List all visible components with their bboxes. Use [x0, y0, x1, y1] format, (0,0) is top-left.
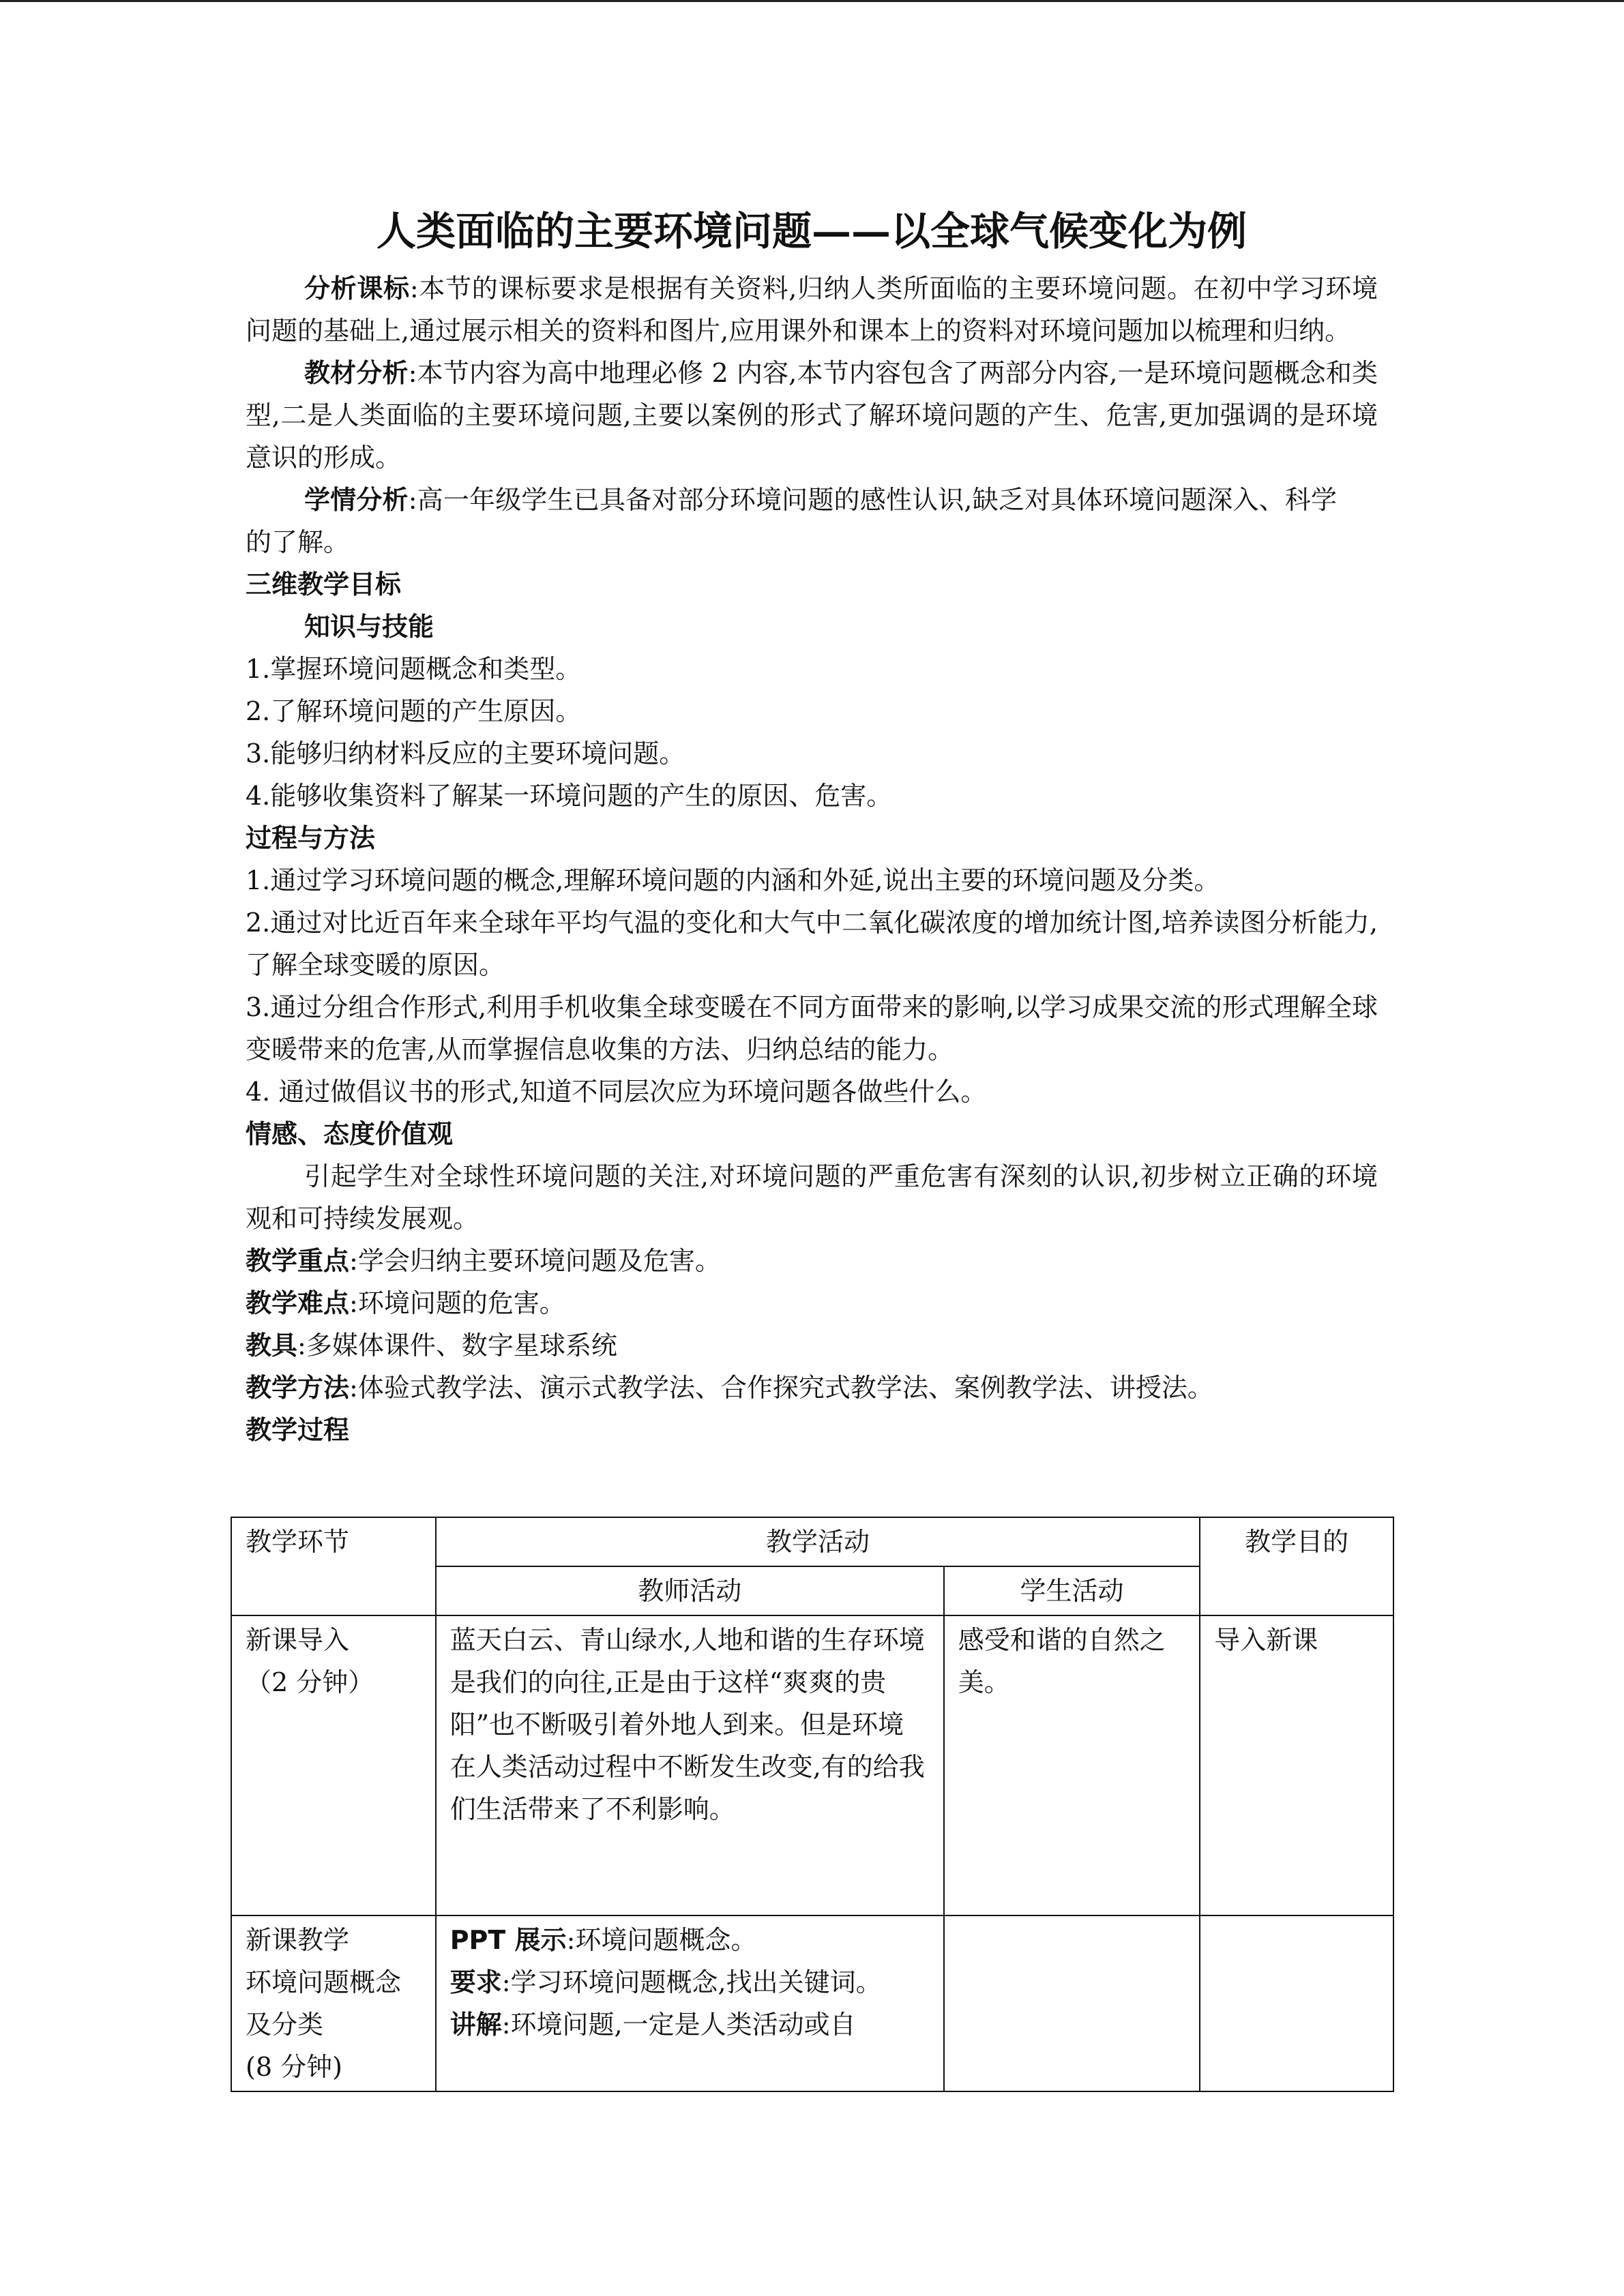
header-student: 学生活动 [944, 1566, 1200, 1615]
stage-line: 新课教学 [246, 1925, 350, 1955]
teacher-cell: 蓝天白云、青山绿水,人地和谐的生存环境是我们的向往,正是由于这样“爽爽的贵阳”也不断吸引着外地人到来。但是环境在人类活动过程中不断发生改变,有的给我们生活带来了不利影响。 [436, 1615, 944, 1915]
list-item: 4. 通过做倡议书的形式,知道不同层次应为环境问题各做些什么。 [246, 1077, 987, 1107]
teacher-line-text: :环境问题,一定是人类活动或自 [501, 2010, 856, 2040]
teaching-process-heading: 教学过程 [246, 1415, 350, 1446]
process-method-heading: 过程与方法 [246, 823, 376, 854]
teaching-methods [246, 1367, 1378, 1409]
analysis-curriculum-text: :本节的课标要求是根据有关资料,归纳人类所面临的主要环境问题。在初中学习环境问题的基础上,通过展示相关的资料和图片,应用课外和课本上的资料对环境问题加以梳理和归纳。 [246, 273, 1378, 346]
table-row [231, 1615, 1393, 1915]
attitude-heading: 情感、态度价值观 [246, 1119, 454, 1150]
teacher-line [450, 2003, 930, 2046]
analysis-curriculum [246, 267, 1378, 352]
list-item: 1.掌握环境问题概念和类型。 [246, 654, 582, 685]
analysis-students [246, 479, 1378, 563]
process-method-list [246, 859, 1378, 1113]
knowledge-list [246, 648, 1378, 817]
teaching-methods-label: 教学方法 [246, 1373, 350, 1403]
teaching-aids-text: :多媒体课件、数字星球系统 [297, 1330, 617, 1361]
stage-line: 环境问题概念 [246, 1967, 402, 1997]
header-purpose: 教学目的 [1200, 1517, 1393, 1615]
teacher-line-label: PPT 展示 [449, 1925, 567, 1955]
analysis-curriculum-label: 分析课标 [304, 273, 410, 304]
stage-line: (8 分钟) [246, 2052, 342, 2082]
stage-cell [231, 1615, 436, 1915]
difficult-point [246, 1282, 1378, 1324]
teaching-aids [246, 1324, 1378, 1367]
list-item: 3.能够归纳材料反应的主要环境问题。 [246, 739, 685, 769]
analysis-textbook [246, 352, 1378, 479]
list-item: 2.通过对比近百年来全球年平均气温的变化和大气中二氧化碳浓度的增加统计图,培养读图分析能力,了解全球变暖的原因。 [246, 908, 1378, 981]
analysis-students-label: 学情分析 [304, 485, 409, 516]
stage-line: 及分类 [246, 2010, 324, 2040]
purpose-cell [1200, 1915, 1393, 2091]
teacher-line-text: :环境问题概念。 [566, 1925, 757, 1955]
list-item: 2.了解环境问题的产生原因。 [246, 696, 582, 727]
stage-cell [231, 1915, 436, 2091]
analysis-students-text: :高一年级学生已具备对部分环境问题的感性认识,缺乏对具体环境问题深入、科学的了解。 [246, 485, 1337, 558]
stage-line: 新课导入 [246, 1625, 350, 1655]
header-activity: 教学活动 [436, 1517, 1200, 1566]
top-border [0, 0, 1624, 2]
key-point-text: :学会归纳主要环境问题及危害。 [349, 1246, 721, 1277]
teacher-line-label: 讲解 [449, 2010, 502, 2040]
teacher-line [450, 1961, 930, 2003]
teaching-methods-text: :体验式教学法、演示式教学法、合作探究式教学法、案例教学法、讲授法。 [349, 1373, 1213, 1403]
stage-line: （2 分钟） [246, 1667, 374, 1697]
list-item: 3.通过分组合作形式,利用手机收集全球变暖在不同方面带来的影响,以学习成果交流的形式理解全球变暖带来的危害,从而掌握信息收集的方法、归纳总结的能力。 [246, 992, 1378, 1065]
teaching-aids-label: 教具 [246, 1330, 298, 1361]
knowledge-heading: 知识与技能 [304, 612, 434, 642]
analysis-textbook-label: 教材分析 [304, 358, 409, 389]
list-item: 1.通过学习环境问题的概念,理解环境问题的内涵和外延,说出主要的环境问题及分类。 [246, 865, 1220, 896]
purpose-cell: 导入新课 [1200, 1615, 1393, 1915]
attitude-text: 引起学生对全球性环境问题的关注,对环境问题的严重危害有深刻的认识,初步树立正确的环境观和可持续发展观。 [246, 1161, 1378, 1234]
difficult-point-text: :环境问题的危害。 [349, 1288, 565, 1319]
key-point [246, 1240, 1378, 1282]
key-point-label: 教学重点 [246, 1246, 350, 1277]
analysis-textbook-text: :本节内容为高中地理必修 2 内容,本节内容包含了两部分内容,一是环境问题概念和类型,二是人类面临的主要环境问题,主要以案例的形式了解环境问题的产生、危害,更加强调的是环境意识的形成。 [246, 358, 1378, 473]
document-title: 人类面临的主要环境问题——以全球气候变化为例 [376, 208, 1247, 254]
header-teacher: 教师活动 [436, 1566, 944, 1615]
lesson-table [231, 1517, 1394, 2092]
list-item: 4.能够收集资料了解某一环境问题的产生的原因、危害。 [246, 781, 893, 811]
header-stage: 教学环节 [231, 1517, 436, 1615]
goals-heading: 三维教学目标 [246, 569, 402, 600]
teacher-line-label: 要求 [449, 1967, 502, 1997]
difficult-point-label: 教学难点 [246, 1288, 350, 1319]
student-cell [944, 1915, 1200, 2091]
table-header-row [231, 1517, 1393, 1566]
teacher-line [450, 1919, 930, 1961]
teacher-line-text: :学习环境问题概念,找出关键词。 [501, 1967, 882, 1997]
content [246, 205, 1378, 1451]
table-row [231, 1915, 1393, 2091]
student-cell: 感受和谐的自然之美。 [944, 1615, 1200, 1915]
teacher-cell [436, 1915, 944, 2091]
